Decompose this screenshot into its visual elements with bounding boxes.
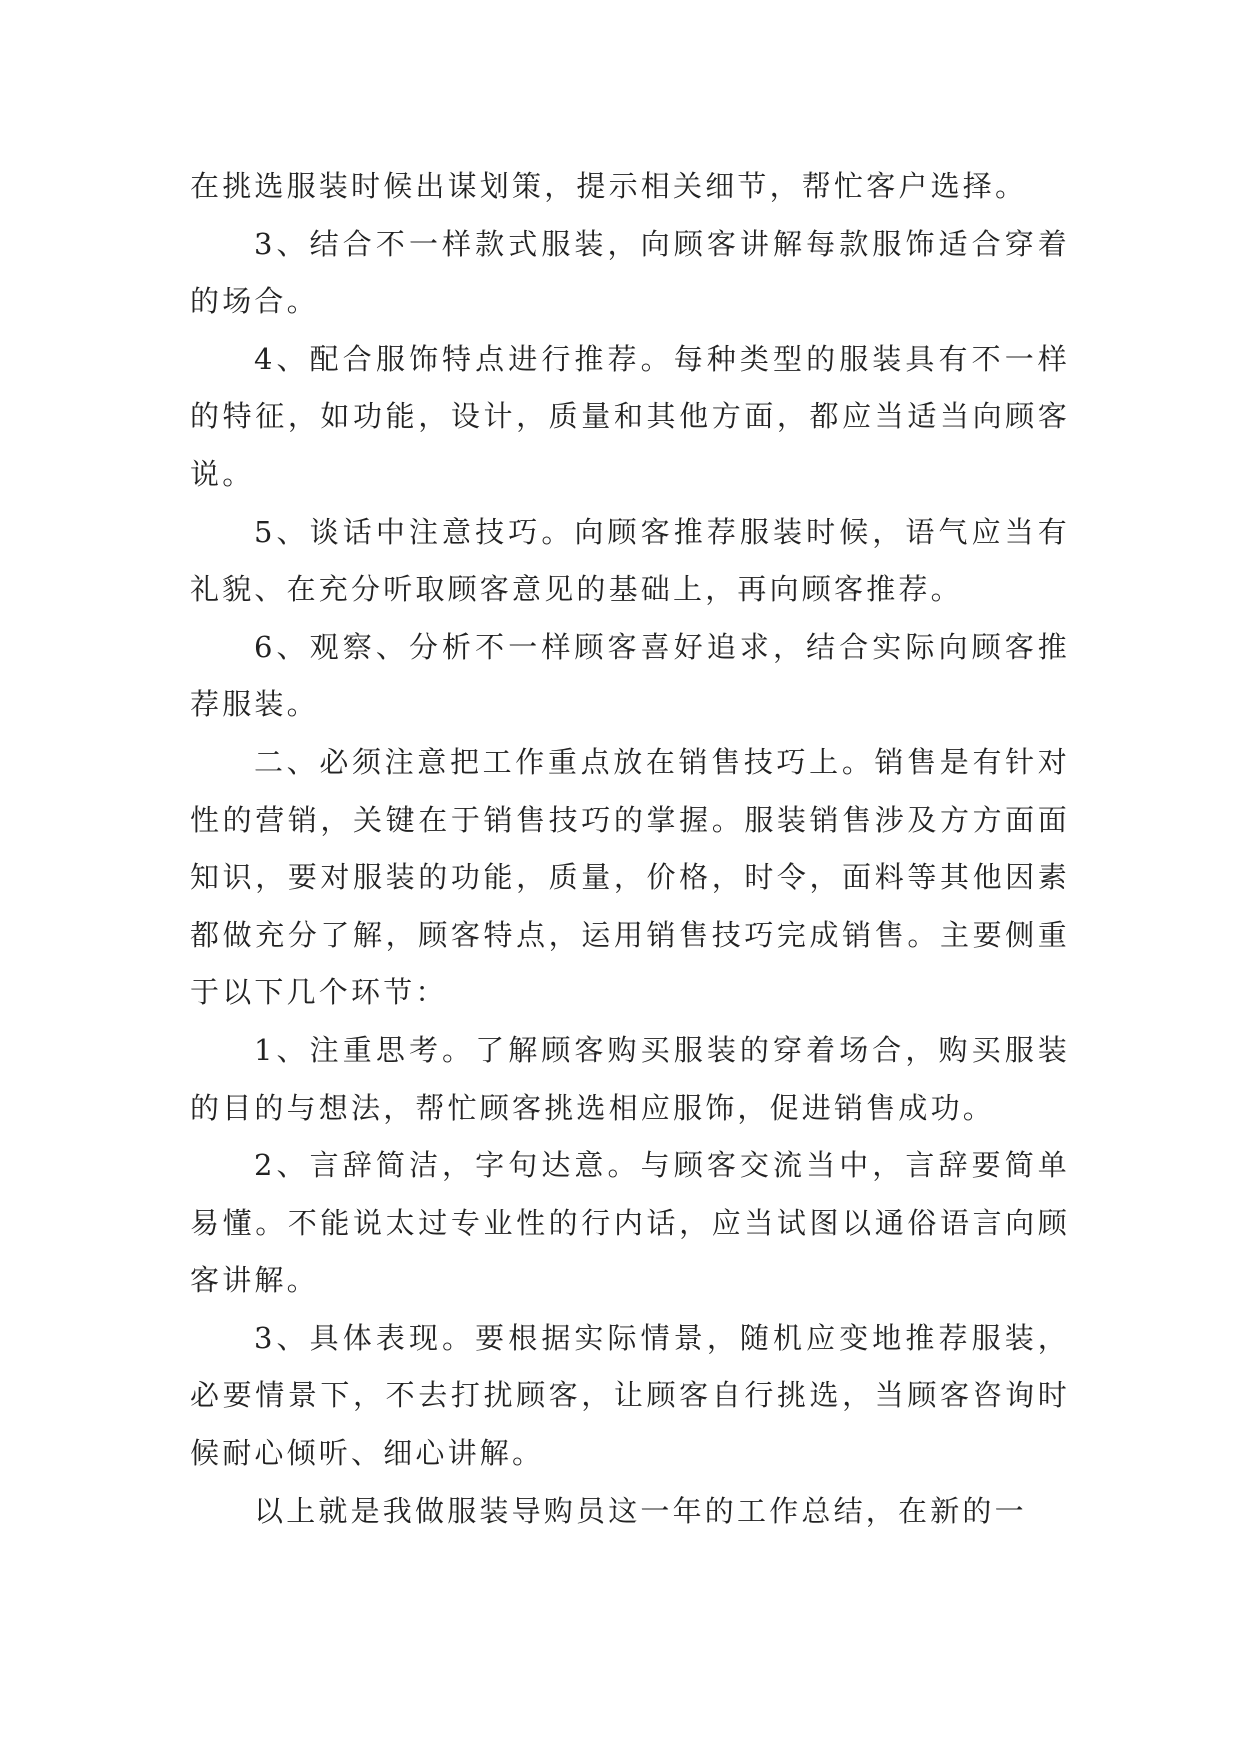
paragraph: 1、注重思考。了解顾客购买服装的穿着场合，购买服装的目的与想法，帮忙顾客挑选相应服饰，促进销售成功。 [190,1032,1070,1125]
paragraph: 2、言辞简洁，字句达意。与顾客交流当中，言辞要简单易懂。不能说太过专业性的行内话，应当试图以通俗语言向顾客讲解。 [190,1148,1070,1298]
paragraph: 4、配合服饰特点进行推荐。每种类型的服装具有不一样的特征，如功能，设计，质量和其他方面，都应当适当向顾客说。 [190,341,1070,491]
paragraph: 以上就是我做服装导购员这一年的工作总结，在新的一 [254,1493,1027,1528]
paragraph: 6、观察、分析不一样顾客喜好追求，结合实际向顾客推荐服装。 [190,629,1070,722]
paragraph: 二、必须注意把工作重点放在销售技巧上。销售是有针对性的营销，关键在于销售技巧的掌握。服装销售涉及方方面面知识，要对服装的功能，质量，价格，时令，面料等其他因素都做充分了解，顾客特点，运用销售技巧完成销售。主要侧重于以下几个环节： [190,744,1070,1010]
paragraph: 在挑选服装时候出谋划策，提示相关细节，帮忙客户选择。 [190,169,1028,203]
paragraph: 5、谈话中注意技巧。向顾客推荐服装时候，语气应当有礼貌、在充分听取顾客意见的基础上，再向顾客推荐。 [190,514,1070,607]
paragraph: 3、具体表现。要根据实际情景，随机应变地推荐服装，必要情景下，不去打扰顾客，让顾客自行挑选，当顾客咨询时候耐心倾听、细心讲解。 [190,1320,1070,1471]
paragraph: 3、结合不一样款式服装，向顾客讲解每款服饰适合穿着的场合。 [190,226,1070,319]
document-body [190,158,1070,1540]
